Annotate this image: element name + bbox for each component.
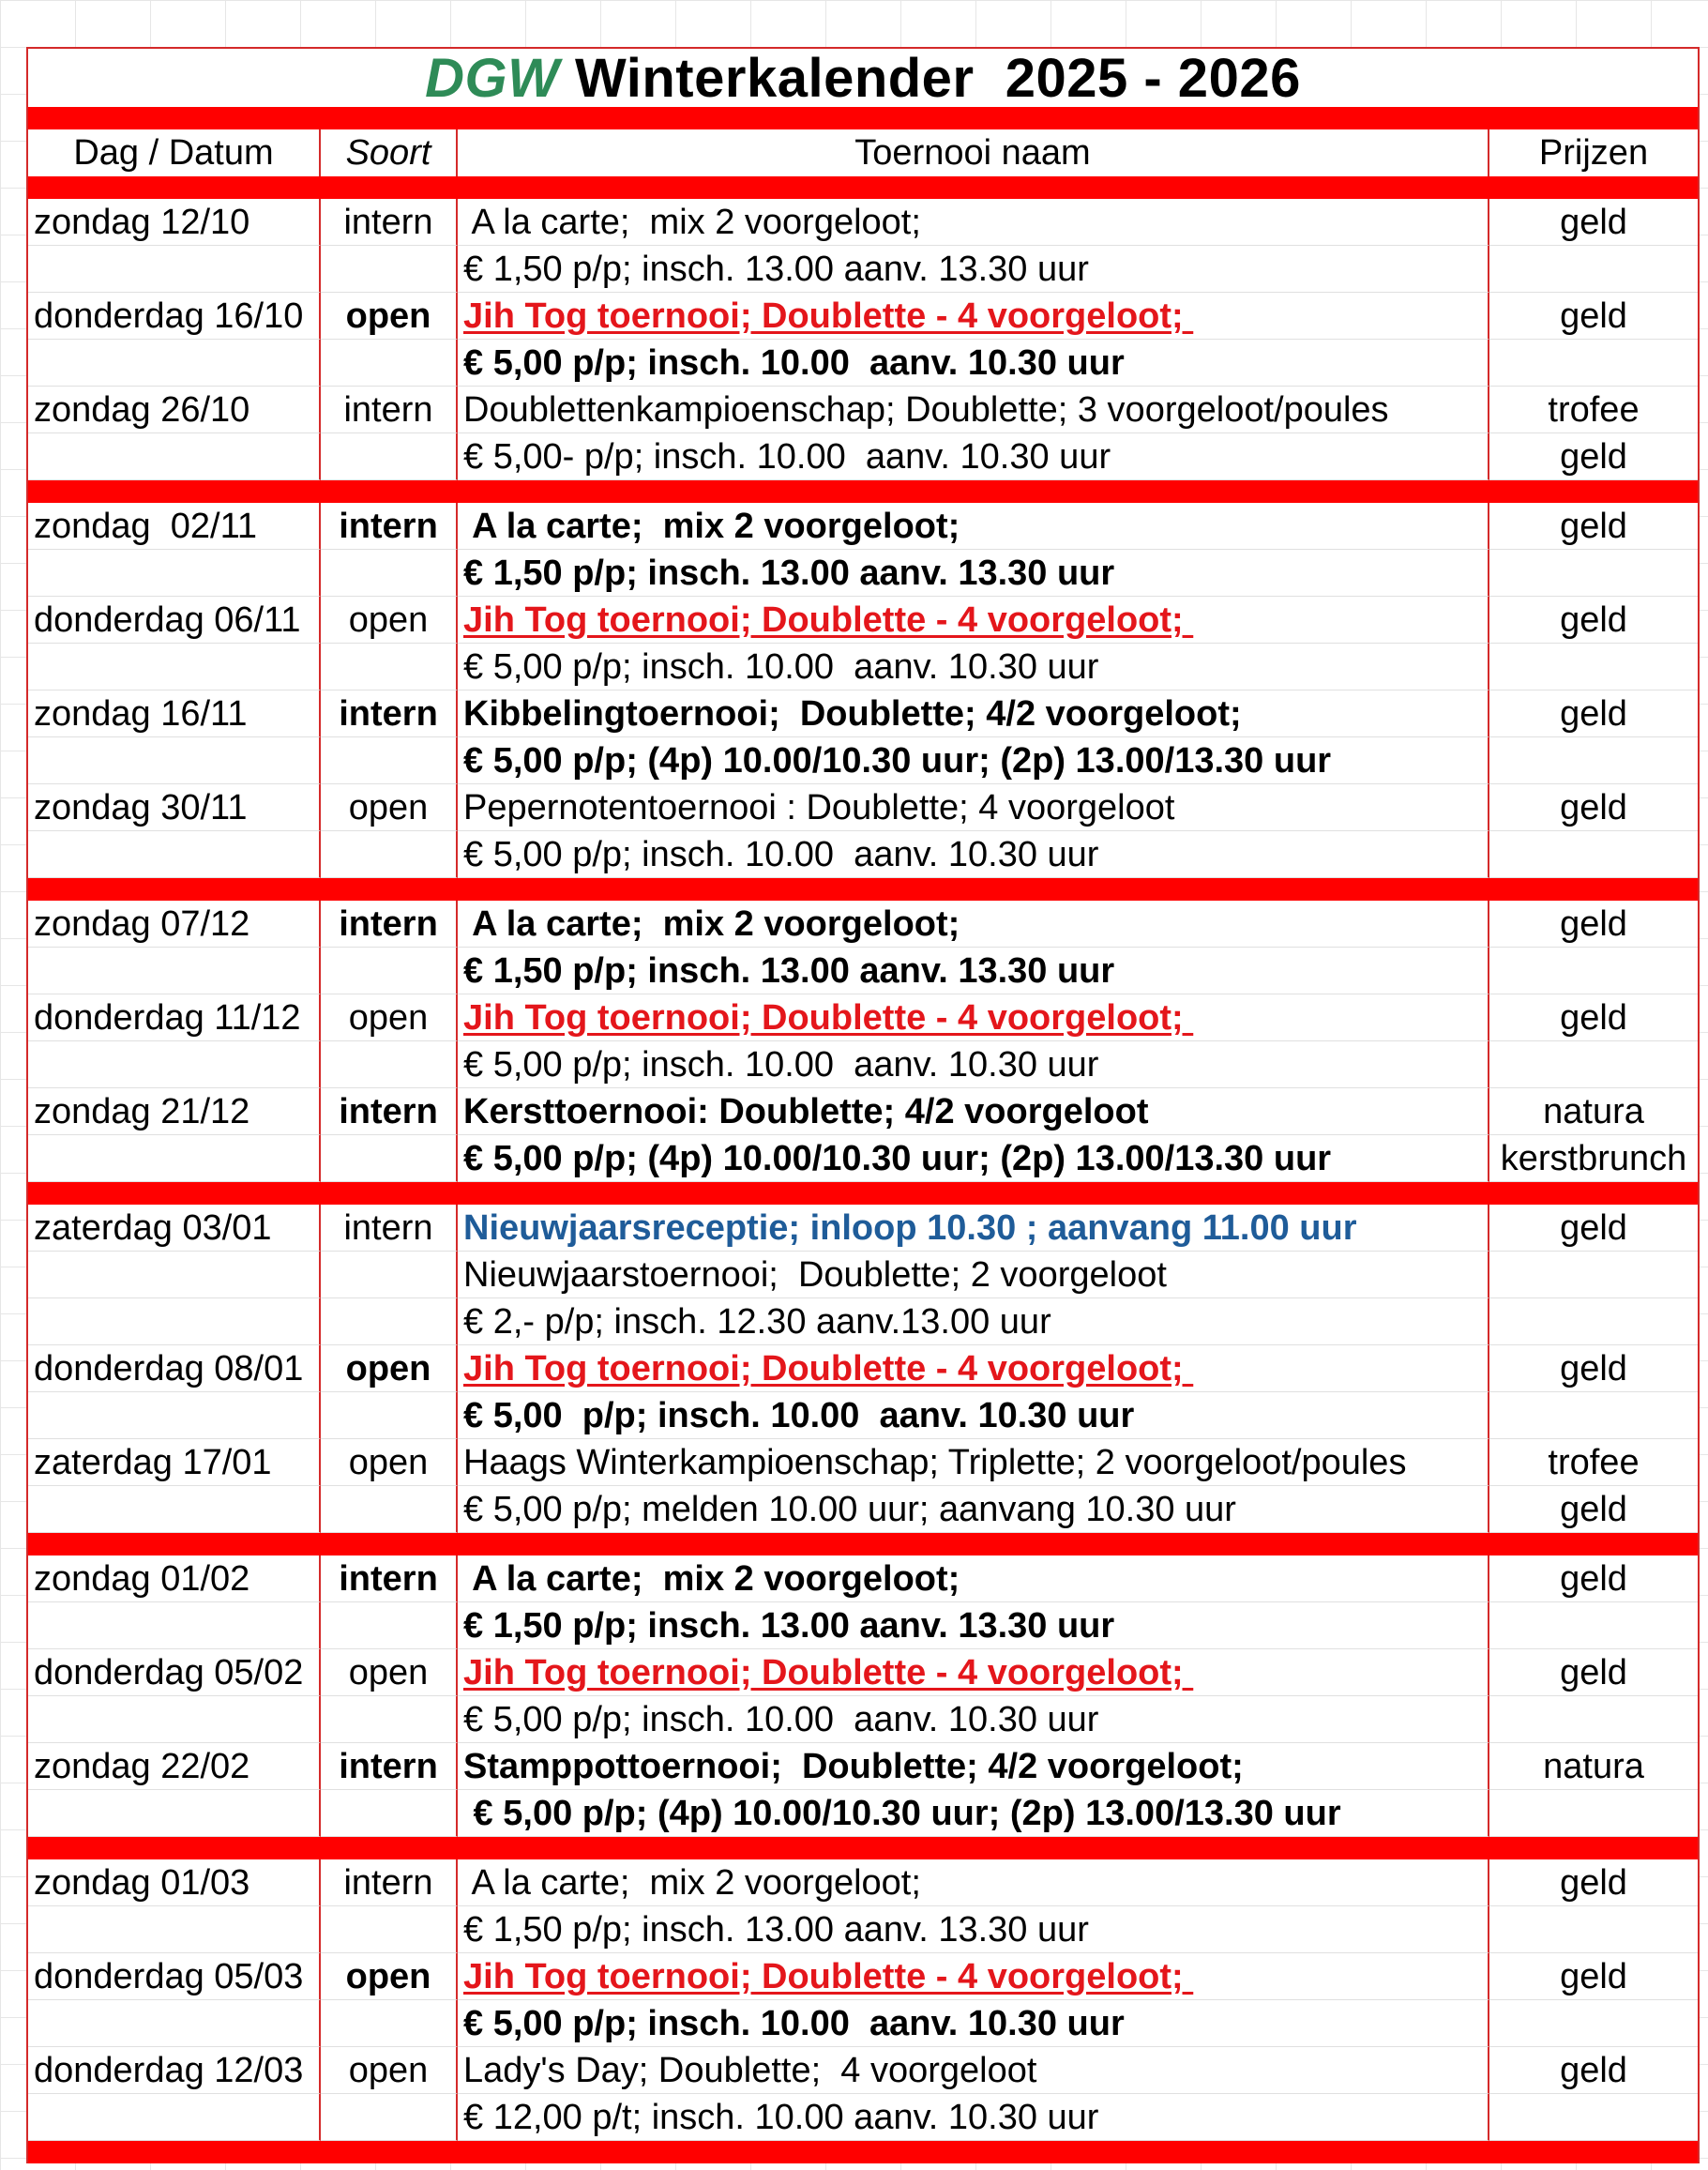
table-row[interactable]: [28, 1743, 1698, 1790]
cell-date: zondag 07/12: [28, 901, 321, 948]
tournament-text: Nieuwjaarsreceptie; inloop 10.30 ; aanvang 11.00 uur: [463, 1208, 1357, 1248]
tournament-link[interactable]: Jih Tog toernooi; Doublette - 4 voorgeloot;: [463, 1653, 1194, 1692]
tournament-text: € 1,50 p/p; insch. 13.00 aanv. 13.30 uur: [463, 1910, 1089, 1950]
cell-date: zondag 21/12: [28, 1088, 321, 1135]
cell-type: intern: [321, 387, 458, 433]
cell-date: [28, 246, 321, 293]
header-type: Soort: [321, 129, 458, 176]
cell-tournament: [458, 994, 1489, 1041]
cell-tournament: [458, 1041, 1489, 1088]
tournament-text: A la carte; mix 2 voorgeloot;: [463, 1559, 960, 1599]
cell-tournament: [458, 1953, 1489, 2000]
tournament-text: Lady's Day; Doublette; 4 voorgeloot: [463, 2051, 1037, 2090]
cell-type: [321, 948, 458, 994]
cell-type: [321, 1790, 458, 1837]
table-row[interactable]: [28, 1953, 1698, 2000]
cell-type: open: [321, 597, 458, 644]
header-date: Dag / Datum: [28, 129, 321, 176]
cell-prize: geld: [1489, 1953, 1698, 2000]
cell-prize: [1489, 340, 1698, 387]
tournament-text: Nieuwjaarstoernooi; Doublette; 2 voorgeloot: [463, 1255, 1167, 1295]
tournament-text: € 5,00 p/p; (4p) 10.00/10.30 uur; (2p) 13.00/13.30 uur: [463, 741, 1332, 781]
table-row[interactable]: [28, 1696, 1698, 1743]
cell-type: open: [321, 293, 458, 340]
separator-bar: [28, 480, 1698, 503]
cell-prize: geld: [1489, 433, 1698, 480]
cell-tournament: [458, 2000, 1489, 2047]
cell-tournament: [458, 784, 1489, 831]
cell-type: [321, 644, 458, 690]
cell-date: zondag 22/02: [28, 1743, 321, 1790]
header-prize: Prijzen: [1538, 133, 1649, 173]
cell-type: intern: [321, 1205, 458, 1252]
cell-date: zaterdag 03/01: [28, 1205, 321, 1252]
table-row[interactable]: [28, 246, 1698, 293]
cell-prize: [1489, 2094, 1698, 2141]
cell-prize: [1489, 246, 1698, 293]
cell-prize: geld: [1489, 597, 1698, 644]
tournament-text: € 5,00- p/p; insch. 10.00 aanv. 10.30 uur: [463, 437, 1111, 477]
cell-prize: geld: [1489, 690, 1698, 737]
cell-type: [321, 1602, 458, 1649]
cell-date: [28, 737, 321, 784]
cell-type: intern: [321, 901, 458, 948]
cell-type: [321, 831, 458, 878]
cell-prize: geld: [1489, 1345, 1698, 1392]
cell-prize: geld: [1489, 994, 1698, 1041]
table-row[interactable]: [28, 1555, 1698, 1602]
tournament-text: € 12,00 p/t; insch. 10.00 aanv. 10.30 uur: [463, 2098, 1099, 2137]
cell-tournament: [458, 644, 1489, 690]
cell-prize: [1489, 1696, 1698, 1743]
separator-bar: [28, 1837, 1698, 1859]
tournament-text: Kersttoernooi: Doublette; 4/2 voorgeloot: [463, 1092, 1149, 1131]
table-row[interactable]: [28, 784, 1698, 831]
tournament-link[interactable]: Jih Tog toernooi; Doublette - 4 voorgeloot;: [463, 1957, 1194, 1996]
table-row[interactable]: [28, 2094, 1698, 2141]
cell-date: donderdag 05/02: [28, 1649, 321, 1696]
table-row[interactable]: [28, 2047, 1698, 2094]
cell-date: donderdag 11/12: [28, 994, 321, 1041]
cell-tournament: [458, 340, 1489, 387]
cell-tournament: [458, 1696, 1489, 1743]
cell-type: open: [321, 784, 458, 831]
separator-bar: [28, 107, 1698, 129]
cell-tournament: [458, 1252, 1489, 1298]
separator-bar: [28, 1182, 1698, 1205]
cell-date: donderdag 06/11: [28, 597, 321, 644]
table-row[interactable]: [28, 1345, 1698, 1392]
table-row[interactable]: [28, 597, 1698, 644]
cell-prize: geld: [1489, 1486, 1698, 1533]
cell-type: [321, 737, 458, 784]
cell-type: intern: [321, 1743, 458, 1790]
table-row[interactable]: [28, 1392, 1698, 1439]
header-row: [28, 129, 1698, 176]
tournament-text: A la carte; mix 2 voorgeloot;: [463, 1863, 921, 1903]
cell-date: zondag 12/10: [28, 199, 321, 246]
cell-tournament: [458, 901, 1489, 948]
calendar-body: [28, 176, 1698, 2163]
cell-type: intern: [321, 503, 458, 550]
cell-date: [28, 1790, 321, 1837]
cell-prize: [1489, 2000, 1698, 2047]
table-row[interactable]: [28, 644, 1698, 690]
cell-date: [28, 550, 321, 597]
table-row[interactable]: [28, 1602, 1698, 1649]
table-row[interactable]: [28, 1649, 1698, 1696]
cell-tournament: [458, 433, 1489, 480]
tournament-text: Haags Winterkampioenschap; Triplette; 2 voorgeloot/poules: [463, 1443, 1407, 1482]
cell-tournament: [458, 2047, 1489, 2094]
cell-tournament: [458, 1555, 1489, 1602]
cell-type: open: [321, 1953, 458, 2000]
table-row[interactable]: [28, 1088, 1698, 1135]
cell-tournament: [458, 831, 1489, 878]
cell-date: [28, 1486, 321, 1533]
tournament-text: A la carte; mix 2 voorgeloot;: [463, 904, 960, 944]
cell-type: intern: [321, 1088, 458, 1135]
cell-date: donderdag 05/03: [28, 1953, 321, 2000]
tournament-text: € 5,00 p/p; insch. 10.00 aanv. 10.30 uur: [463, 647, 1099, 687]
table-row[interactable]: [28, 994, 1698, 1041]
cell-date: zondag 16/11: [28, 690, 321, 737]
cell-tournament: [458, 503, 1489, 550]
cell-type: [321, 1041, 458, 1088]
cell-type: [321, 1486, 458, 1533]
cell-tournament: [458, 2094, 1489, 2141]
cell-date: zaterdag 17/01: [28, 1439, 321, 1486]
cell-date: donderdag 16/10: [28, 293, 321, 340]
tournament-link[interactable]: Jih Tog toernooi; Doublette - 4 voorgeloot;: [463, 296, 1194, 336]
table-row[interactable]: [28, 1439, 1698, 1486]
cell-tournament: [458, 246, 1489, 293]
cell-tournament: [458, 1205, 1489, 1252]
tournament-text: € 5,00 p/p; melden 10.00 uur; aanvang 10.30 uur: [463, 1490, 1236, 1529]
table-row[interactable]: [28, 293, 1698, 340]
cell-date: [28, 644, 321, 690]
table-row[interactable]: [28, 1135, 1698, 1182]
cell-type: [321, 1696, 458, 1743]
cell-prize: [1489, 1252, 1698, 1298]
cell-type: [321, 1392, 458, 1439]
cell-prize: geld: [1489, 503, 1698, 550]
cell-type: [321, 340, 458, 387]
cell-date: [28, 1041, 321, 1088]
tournament-text: Doublettenkampioenschap; Doublette; 3 voorgeloot/poules: [463, 390, 1389, 430]
tournament-link[interactable]: Jih Tog toernooi; Doublette - 4 voorgeloot;: [463, 1349, 1194, 1388]
cell-prize: geld: [1489, 2047, 1698, 2094]
cell-type: open: [321, 994, 458, 1041]
cell-prize: [1489, 737, 1698, 784]
cell-date: donderdag 12/03: [28, 2047, 321, 2094]
tournament-text: € 5,00 p/p; insch. 10.00 aanv. 10.30 uur: [463, 1700, 1099, 1739]
tournament-text: Stamppottoernooi; Doublette; 4/2 voorgeloot;: [463, 1747, 1244, 1786]
table-row[interactable]: [28, 1790, 1698, 1837]
table-row[interactable]: [28, 433, 1698, 480]
table-row[interactable]: [28, 1906, 1698, 1953]
cell-prize: [1489, 550, 1698, 597]
table-row[interactable]: [28, 503, 1698, 550]
title-brand: DGW: [425, 48, 560, 109]
cell-type: [321, 1906, 458, 1953]
cell-date: [28, 1135, 321, 1182]
cell-prize: geld: [1489, 293, 1698, 340]
cell-date: [28, 2094, 321, 2141]
cell-prize: [1489, 1602, 1698, 1649]
table-row[interactable]: [28, 948, 1698, 994]
table-row[interactable]: [28, 831, 1698, 878]
tournament-text: € 5,00 p/p; insch. 10.00 aanv. 10.30 uur: [463, 835, 1099, 874]
tournament-text: Kibbelingtoernooi; Doublette; 4/2 voorgeloot;: [463, 694, 1242, 734]
cell-date: [28, 2000, 321, 2047]
table-row[interactable]: [28, 199, 1698, 246]
cell-date: zondag 26/10: [28, 387, 321, 433]
cell-prize: natura: [1489, 1743, 1698, 1790]
table-row[interactable]: [28, 901, 1698, 948]
cell-tournament: [458, 737, 1489, 784]
cell-type: open: [321, 1345, 458, 1392]
tournament-link[interactable]: Jih Tog toernooi; Doublette - 4 voorgeloot;: [463, 600, 1194, 640]
cell-prize: [1489, 948, 1698, 994]
cell-type: [321, 2000, 458, 2047]
tournament-text: € 5,00 p/p; insch. 10.00 aanv. 10.30 uur: [463, 2004, 1125, 2043]
cell-tournament: [458, 1649, 1489, 1696]
cell-tournament: [458, 199, 1489, 246]
cell-date: [28, 1252, 321, 1298]
tournament-text: € 1,50 p/p; insch. 13.00 aanv. 13.30 uur: [463, 554, 1115, 593]
tournament-text: € 5,00 p/p; insch. 10.00 aanv. 10.30 uur: [463, 1396, 1135, 1435]
tournament-text: A la carte; mix 2 voorgeloot;: [463, 507, 960, 546]
cell-prize: geld: [1489, 1859, 1698, 1906]
table-row[interactable]: [28, 2000, 1698, 2047]
cell-prize: [1489, 1041, 1698, 1088]
cell-prize: kerstbrunch: [1489, 1135, 1698, 1182]
table-row[interactable]: [28, 1298, 1698, 1345]
header-name: Toernooi naam: [458, 129, 1489, 176]
cell-tournament: [458, 550, 1489, 597]
cell-date: [28, 948, 321, 994]
cell-type: open: [321, 2047, 458, 2094]
cell-type: [321, 550, 458, 597]
cell-prize: geld: [1489, 1649, 1698, 1696]
cell-tournament: [458, 1859, 1489, 1906]
page-title: [28, 49, 1698, 107]
cell-tournament: [458, 387, 1489, 433]
cell-date: [28, 1392, 321, 1439]
table-row[interactable]: [28, 1859, 1698, 1906]
separator-bar: [28, 878, 1698, 901]
cell-tournament: [458, 1790, 1489, 1837]
separator-bar: [28, 2141, 1698, 2163]
cell-prize: geld: [1489, 199, 1698, 246]
cell-prize: [1489, 1392, 1698, 1439]
tournament-text: € 1,50 p/p; insch. 13.00 aanv. 13.30 uur: [463, 1606, 1115, 1646]
cell-date: [28, 1602, 321, 1649]
tournament-text: € 5,00 p/p; (4p) 10.00/10.30 uur; (2p) 13.00/13.30 uur: [463, 1139, 1332, 1178]
cell-type: [321, 433, 458, 480]
cell-tournament: [458, 1439, 1489, 1486]
cell-tournament: [458, 948, 1489, 994]
cell-date: zondag 01/03: [28, 1859, 321, 1906]
table-row[interactable]: [28, 1041, 1698, 1088]
cell-prize: [1489, 1790, 1698, 1837]
cell-date: [28, 1906, 321, 1953]
tournament-text: Pepernotentoernooi : Doublette; 4 voorgeloot: [463, 788, 1175, 827]
tournament-text: € 5,00 p/p; insch. 10.00 aanv. 10.30 uur: [463, 1045, 1099, 1085]
cell-prize: geld: [1489, 1555, 1698, 1602]
cell-prize: geld: [1489, 784, 1698, 831]
title-text: Winterkalender 2025 - 2026: [559, 48, 1301, 109]
separator-bar: [28, 1533, 1698, 1555]
table-row[interactable]: [28, 550, 1698, 597]
cell-prize: [1489, 1298, 1698, 1345]
cell-type: [321, 246, 458, 293]
table-row[interactable]: [28, 1205, 1698, 1252]
cell-prize: trofee: [1489, 1439, 1698, 1486]
cell-tournament: [458, 1392, 1489, 1439]
tournament-link[interactable]: Jih Tog toernooi; Doublette - 4 voorgeloot;: [463, 998, 1194, 1038]
cell-date: donderdag 08/01: [28, 1345, 321, 1392]
cell-tournament: [458, 1602, 1489, 1649]
tournament-text: € 5,00 p/p; insch. 10.00 aanv. 10.30 uur: [463, 343, 1125, 383]
cell-type: [321, 1298, 458, 1345]
cell-tournament: [458, 1135, 1489, 1182]
cell-date: [28, 1696, 321, 1743]
cell-type: intern: [321, 1859, 458, 1906]
cell-tournament: [458, 1345, 1489, 1392]
cell-type: intern: [321, 199, 458, 246]
cell-type: [321, 2094, 458, 2141]
table-row[interactable]: [28, 387, 1698, 433]
cell-prize: [1489, 831, 1698, 878]
cell-type: open: [321, 1439, 458, 1486]
table-row[interactable]: [28, 690, 1698, 737]
cell-date: [28, 1298, 321, 1345]
cell-date: [28, 340, 321, 387]
separator-bar: [28, 176, 1698, 199]
cell-tournament: [458, 1486, 1489, 1533]
cell-date: zondag 01/02: [28, 1555, 321, 1602]
cell-type: [321, 1252, 458, 1298]
cell-date: [28, 433, 321, 480]
cell-tournament: [458, 1298, 1489, 1345]
cell-type: intern: [321, 690, 458, 737]
cell-prize: [1489, 1906, 1698, 1953]
cell-type: intern: [321, 1555, 458, 1602]
table-row[interactable]: [28, 1252, 1698, 1298]
cell-prize: [1489, 644, 1698, 690]
calendar-sheet: [26, 47, 1700, 2163]
tournament-text: € 5,00 p/p; (4p) 10.00/10.30 uur; (2p) 13.00/13.30 uur: [463, 1794, 1341, 1833]
cell-tournament: [458, 1088, 1489, 1135]
cell-tournament: [458, 1906, 1489, 1953]
table-row[interactable]: [28, 1486, 1698, 1533]
cell-prize: geld: [1489, 901, 1698, 948]
table-row[interactable]: [28, 340, 1698, 387]
cell-tournament: [458, 690, 1489, 737]
cell-date: [28, 831, 321, 878]
cell-tournament: [458, 597, 1489, 644]
cell-prize: natura: [1489, 1088, 1698, 1135]
cell-date: zondag 02/11: [28, 503, 321, 550]
tournament-text: € 2,- p/p; insch. 12.30 aanv.13.00 uur: [463, 1302, 1051, 1342]
cell-prize: geld: [1489, 1205, 1698, 1252]
tournament-text: € 1,50 p/p; insch. 13.00 aanv. 13.30 uur: [463, 951, 1115, 991]
cell-prize: trofee: [1489, 387, 1698, 433]
table-row[interactable]: [28, 737, 1698, 784]
tournament-text: € 1,50 p/p; insch. 13.00 aanv. 13.30 uur: [463, 250, 1089, 289]
tournament-text: A la carte; mix 2 voorgeloot;: [463, 203, 921, 242]
cell-type: [321, 1135, 458, 1182]
cell-type: open: [321, 1649, 458, 1696]
cell-tournament: [458, 293, 1489, 340]
cell-date: zondag 30/11: [28, 784, 321, 831]
cell-tournament: [458, 1743, 1489, 1790]
